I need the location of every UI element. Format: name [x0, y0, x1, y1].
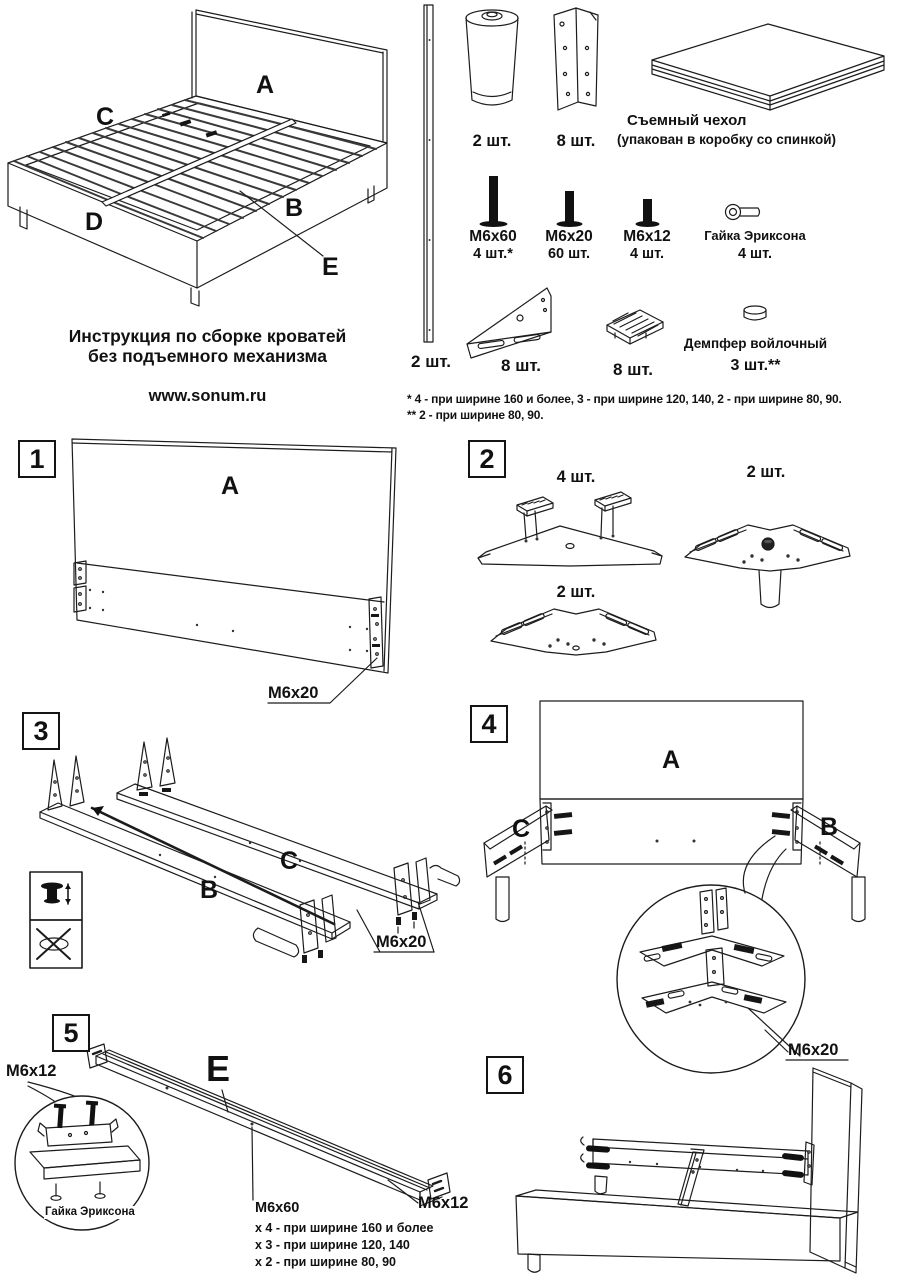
part-bolts-drawing: [480, 176, 660, 227]
step2-number: 2: [468, 440, 506, 478]
step5-drawing: [15, 1044, 450, 1230]
step5-fastener-right: M6x12: [418, 1194, 469, 1212]
footnote-1: * 4 - при ширине 160 и более, 3 - при ширине 120, 140, 2 - при ширине 80, 90.: [407, 392, 842, 406]
felt-damper-qty: 3 шт.**: [730, 357, 781, 374]
footnote-2: ** 2 - при ширине 80, 90.: [407, 408, 544, 422]
page-title: [30, 326, 385, 366]
step4-part-c: C: [512, 815, 531, 843]
leg-qty: 2 шт.: [472, 132, 512, 150]
overview-label-e: E: [322, 253, 339, 281]
bolt-m6x20-label: M6x20: [545, 228, 593, 245]
step5-note-line1: x 4 - при ширине 160 и более: [255, 1221, 434, 1235]
step5-note-line2: x 3 - при ширине 120, 140: [255, 1238, 410, 1252]
corner-bracket-qty: 8 шт.: [556, 132, 596, 150]
step1-part-a: A: [221, 472, 240, 500]
cover-title: Съемный чехол: [627, 112, 747, 129]
overview-label-c: C: [96, 103, 115, 131]
corner-plate-qty: 8 шт.: [501, 356, 541, 375]
page-title-line1: Инструкция по сборке кроватей: [68, 326, 347, 346]
part-leg-drawing: [466, 10, 518, 105]
step5-number: 5: [52, 1014, 90, 1052]
part-corner-plate-drawing: [467, 288, 551, 358]
bolt-m6x12-label: M6x12: [623, 228, 671, 245]
step2-qty-leg-plates: 2 шт.: [746, 463, 786, 481]
part-felt-pad-drawing: [607, 310, 663, 344]
felt-damper-label: Демпфер войлочный: [683, 336, 828, 351]
step6-number: 6: [486, 1056, 524, 1094]
step4-part-a: A: [662, 746, 681, 774]
step4-fastener: M6x20: [788, 1041, 839, 1059]
felt-pad-qty: 8 шт.: [613, 360, 653, 379]
overview-label-a: A: [256, 71, 275, 99]
step6-drawing: [516, 1068, 862, 1273]
step5-fastener-left: M6x12: [6, 1062, 57, 1080]
step3-part-b: B: [200, 876, 219, 904]
step1-number: 1: [18, 440, 56, 478]
part-erikson-nut-drawing: [726, 205, 760, 220]
part-slat-drawing: [424, 5, 433, 342]
cover-note: (упакован в коробку со спинкой): [617, 132, 836, 147]
bolt-m6x60-qty: 4 шт.*: [473, 246, 513, 262]
step2-drawing: [478, 492, 850, 655]
bolt-m6x20-qty: 60 шт.: [547, 246, 591, 262]
page-title-line2: без подъемного механизма: [87, 346, 328, 367]
erikson-nut-label: Гайка Эриксона: [704, 228, 806, 243]
step2-qty-plates: 2 шт.: [556, 583, 596, 601]
slat-qty: 2 шт.: [411, 352, 451, 371]
step2-qty-dampers: 4 шт.: [556, 468, 596, 486]
part-cover-drawing: [652, 24, 884, 110]
step4-part-b: B: [820, 813, 839, 841]
step3-part-c: C: [280, 847, 299, 875]
step4-number: 4: [470, 705, 508, 743]
step3-number: 3: [22, 712, 60, 750]
step5-note-line3: x 2 - при ширине 80, 90: [255, 1255, 396, 1269]
step1-fastener: M6x20: [268, 684, 319, 702]
erikson-nut-qty: 4 шт.: [737, 246, 773, 262]
bolt-m6x60-label: M6x60: [469, 228, 517, 245]
part-corner-bracket-drawing: [554, 8, 598, 110]
bolt-m6x12-qty: 4 шт.: [629, 246, 665, 262]
step5-nut-label: Гайка Эриксона: [45, 1206, 135, 1218]
overview-label-d: D: [85, 208, 104, 236]
website-link: www.sonum.ru: [148, 387, 267, 405]
overview-label-b: B: [285, 194, 304, 222]
part-damper-drawing: [744, 306, 766, 320]
step5-part-e: E: [206, 1048, 231, 1089]
step3-fastener: M6x20: [376, 933, 427, 951]
step5-note-title: M6x60: [255, 1200, 300, 1216]
